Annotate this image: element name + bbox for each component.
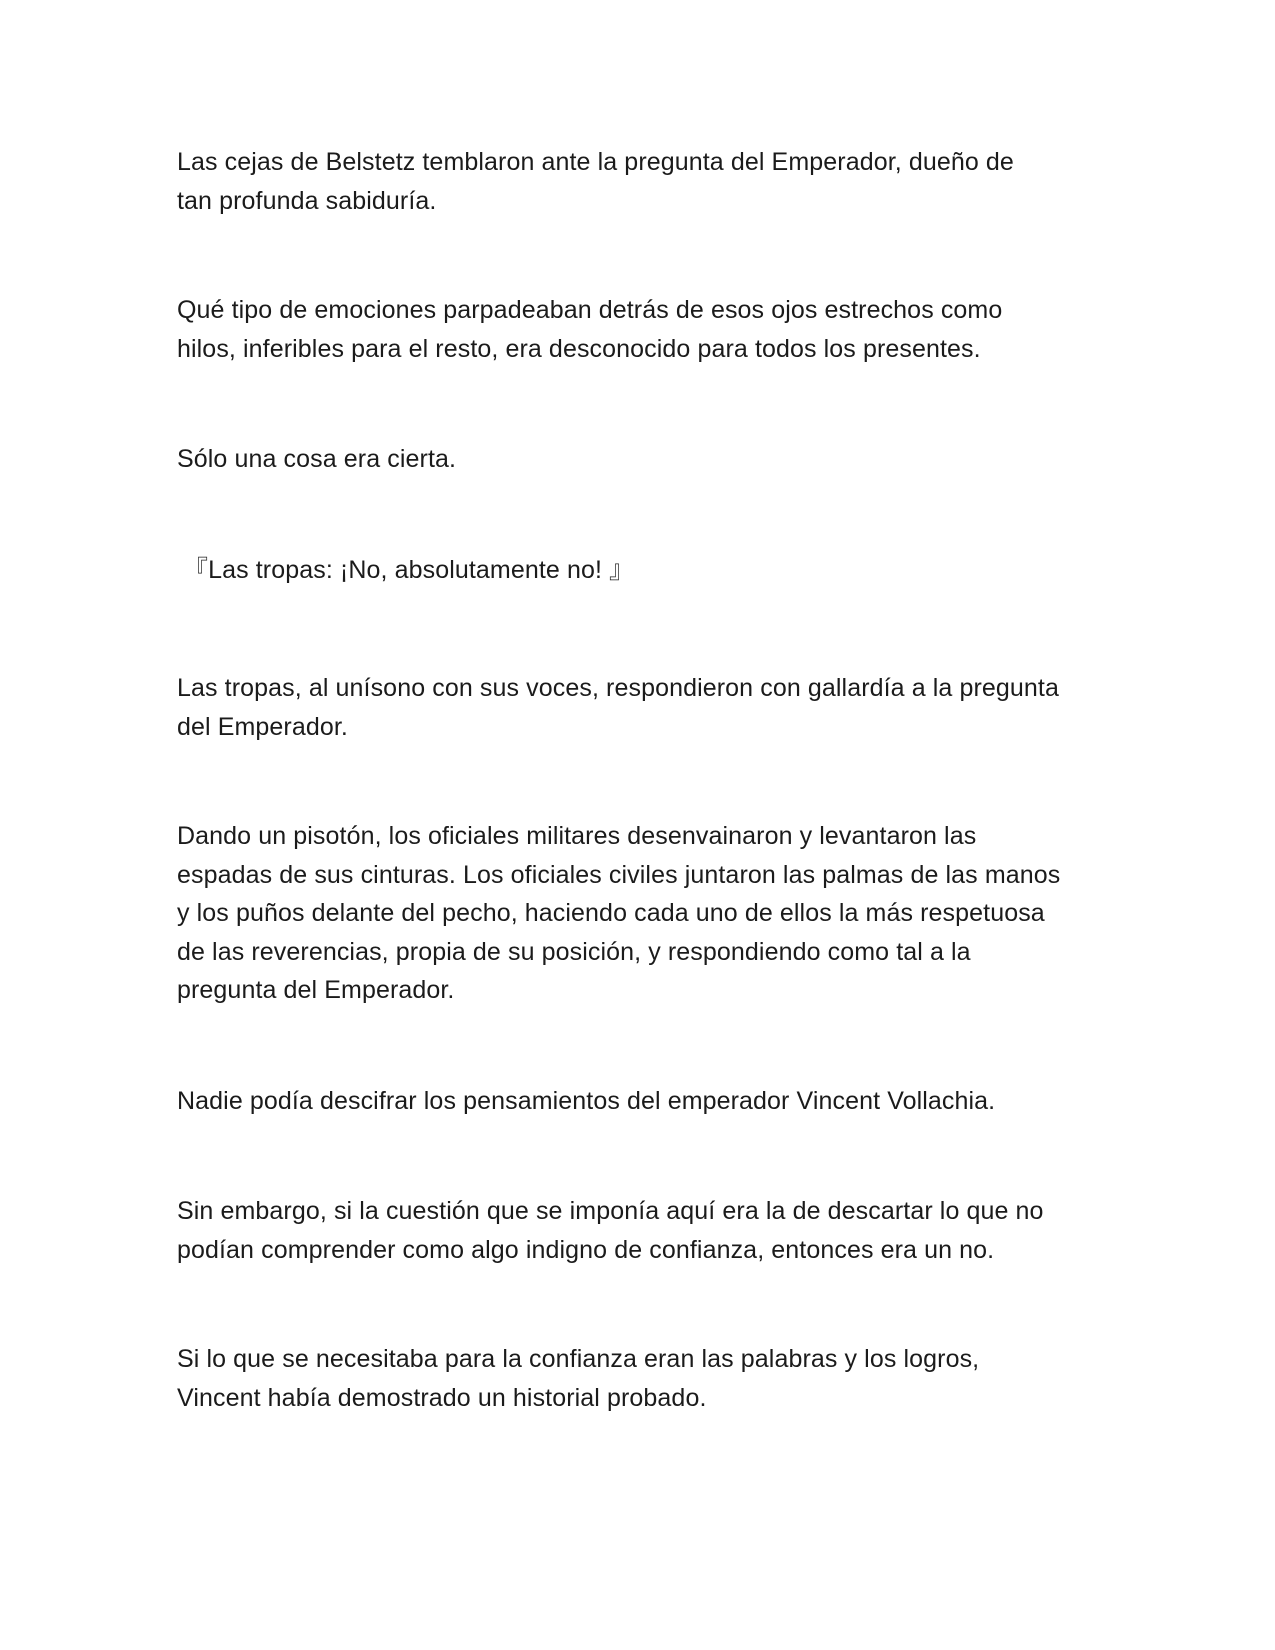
paragraph-line: pregunta del Emperador. [177, 976, 455, 1004]
paragraph-5 [177, 669, 1107, 746]
paragraph-line: podían comprender como algo indigno de confianza, entonces era un no. [177, 1235, 995, 1264]
paragraph-line: de las reverencias, propia de su posición, y respondiendo como tal a la [177, 937, 971, 966]
paragraph-line: Dando un pisotón, los oficiales militares desenvainaron y levantaron las [177, 822, 977, 850]
paragraph-8 [177, 1192, 1107, 1269]
paragraph-line: hilos, inferibles para el resto, era desconocido para todos los presentes. [177, 334, 981, 363]
paragraph-line: Las tropas, al unísono con sus voces, respondieron con gallardía a la pregunta [177, 674, 1059, 702]
paragraph-4-quote [183, 551, 1113, 590]
paragraph-line: espadas de sus cinturas. Los oficiales civiles juntaron las palmas de las manos [177, 860, 1061, 889]
paragraph-7 [177, 1082, 1107, 1121]
paragraph-line: Las cejas de Belstetz temblaron ante la pregunta del Emperador, dueño de [177, 148, 1014, 176]
paragraph-line: Sin embargo, si la cuestión que se imponía aquí era la de descartar lo que no [177, 1197, 1044, 1225]
paragraph-line: Si lo que se necesitaba para la confianza eran las palabras y los logros, [177, 1345, 980, 1373]
paragraph-line: Sólo una cosa era cierta. [177, 445, 457, 473]
paragraph-line: Qué tipo de emociones parpadeaban detrás de esos ojos estrechos como [177, 296, 1003, 324]
paragraph-line: 『Las tropas: ¡No, absolutamente no! 』 [183, 556, 635, 584]
paragraph-9 [177, 1340, 1107, 1417]
paragraph-2 [177, 291, 1107, 368]
paragraph-line: del Emperador. [177, 712, 348, 741]
paragraph-3 [177, 440, 1107, 479]
paragraph-line: tan profunda sabiduría. [177, 186, 437, 215]
paragraph-line: y los puños delante del pecho, haciendo cada uno de ellos la más respetuosa [177, 899, 1045, 927]
paragraph-6 [177, 817, 1107, 1010]
paragraph-1 [177, 143, 1107, 220]
paragraph-line: Nadie podía descifrar los pensamientos del emperador Vincent Vollachia. [177, 1087, 996, 1115]
paragraph-line: Vincent había demostrado un historial probado. [177, 1383, 707, 1412]
